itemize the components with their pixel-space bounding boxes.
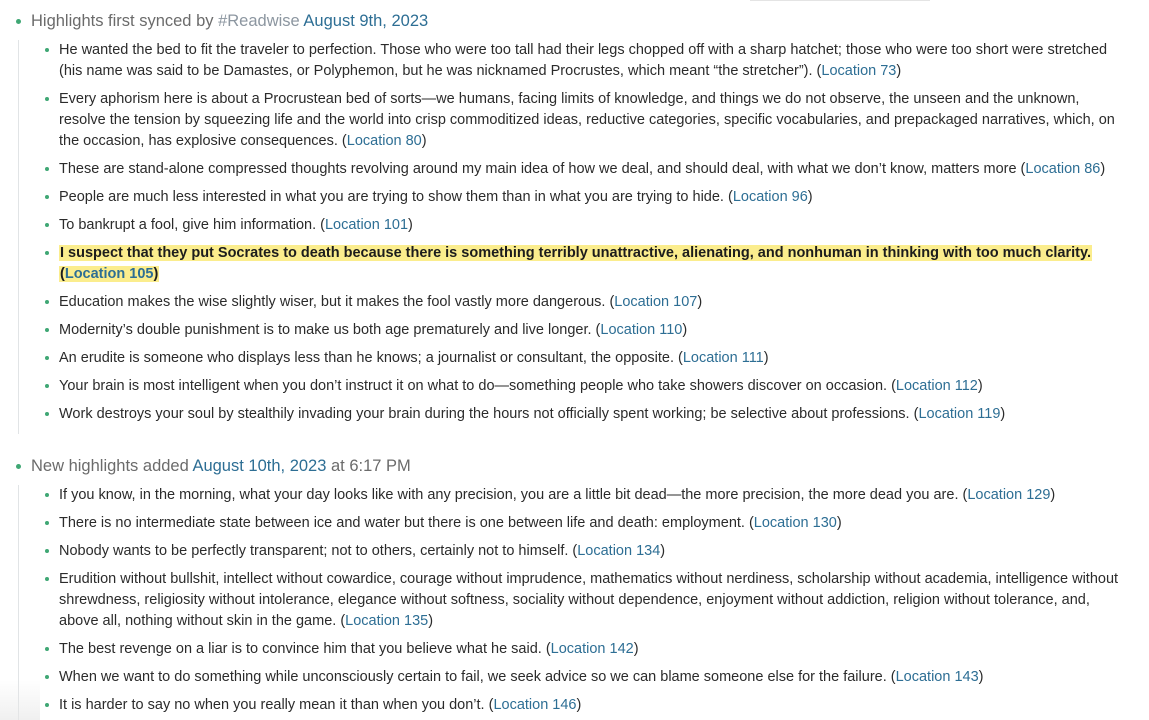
- highlight-text: He wanted the bed to fit the traveler to perfection. Those who were too tall had their legs chopped off with a sharp hatchet; those who were too short were stretched (his name was said to be Damastes, or Polyphemon, but he was nicknamed Procrustes, which meant “the stretcher”). (: [59, 42, 1108, 79]
- location-link[interactable]: Location 107: [614, 294, 698, 310]
- highlight-list: [18, 40, 1130, 434]
- highlight-text: I suspect that they put Socrates to death because there is something terribly unattractive, alienating, and nonhuman in thinking with too much clarity. (: [60, 245, 1092, 282]
- bullet-icon[interactable]: [16, 19, 21, 24]
- close-paren: ): [421, 133, 427, 149]
- bullet-icon[interactable]: [45, 48, 49, 52]
- highlight-text: Education makes the wise slightly wiser, but it makes the fool vastly more dangerous. (: [59, 294, 615, 310]
- highlight-item[interactable]: [59, 89, 1130, 152]
- highlighted-text-mark: [59, 245, 1092, 282]
- bullet-icon[interactable]: [45, 328, 49, 332]
- highlight-item-emphasized[interactable]: [59, 243, 1130, 285]
- close-paren: ): [1100, 161, 1106, 177]
- highlight-text: Modernity’s double punishment is to make us both age prematurely and live longer. (: [59, 322, 601, 338]
- location-link[interactable]: Location 135: [345, 613, 429, 629]
- header-prefix: Highlights first synced by: [31, 12, 219, 30]
- location-link[interactable]: Location 73: [821, 63, 897, 79]
- section-header: [31, 455, 1130, 477]
- highlight-text: There is no intermediate state between ice and water but there is one between life and death: employment. (: [59, 515, 754, 531]
- bullet-icon[interactable]: [45, 195, 49, 199]
- highlight-text: Every aphorism here is about a Procrustean bed of sorts—we humans, facing limits of knowledge, and things we do not observe, the unseen and the unknown, resolve the tension by squeezing life and the world into crisp commoditized ideas, reductive categories, specific vocabularies, and prepackaged narratives, which, on the occasion, has explosive consequences. (: [59, 91, 1115, 149]
- close-paren: ): [153, 266, 159, 282]
- bullet-icon[interactable]: [45, 549, 49, 553]
- highlight-item[interactable]: [59, 292, 1130, 313]
- location-link[interactable]: Location 119: [918, 406, 1001, 422]
- highlight-item[interactable]: [59, 159, 1130, 180]
- bullet-icon[interactable]: [45, 521, 49, 525]
- highlight-text: These are stand-alone compressed thoughts revolving around my main idea of how we deal, and should deal, with what we don’t know, matters more (: [59, 161, 1026, 177]
- highlight-item[interactable]: [59, 320, 1130, 341]
- highlight-text: To bankrupt a fool, give him information. (: [59, 217, 325, 233]
- section-first-synced: [0, 10, 1130, 434]
- highlight-text: Your brain is most intelligent when you don’t instruct it on what to do—something people who take showers discover on occasion. (: [59, 378, 896, 394]
- close-paren: ): [896, 63, 902, 79]
- highlight-text: Nobody wants to be perfectly transparent; not to others, certainly not to himself. (: [59, 543, 578, 559]
- bullet-icon[interactable]: [45, 356, 49, 360]
- location-link[interactable]: Location 105: [64, 266, 154, 282]
- highlight-list: [18, 485, 1130, 720]
- close-paren: ): [682, 322, 688, 338]
- close-paren: ): [763, 350, 769, 366]
- highlight-text: If you know, in the morning, what your day looks like with any precision, you are a little bit dead—the more precision, the more dead you are. (: [59, 487, 968, 503]
- highlight-item[interactable]: [59, 187, 1130, 208]
- location-link[interactable]: Location 110: [600, 322, 683, 338]
- highlight-text: When we want to do something while unconsciously certain to fail, we seek advice so we can blame someone else for the failure. (: [59, 669, 896, 685]
- header-prefix: New highlights added: [31, 457, 193, 475]
- highlight-item[interactable]: [59, 695, 1130, 716]
- location-link[interactable]: Location 112: [895, 378, 978, 394]
- location-link[interactable]: Location 146: [493, 697, 577, 713]
- header-date[interactable]: August 9th, 2023: [303, 12, 429, 30]
- highlight-text: Erudition without bullshit, intellect without cowardice, courage without imprudence, mathematics without nerdiness, scholarship without academia, intelligence without shrewdness, religiosity without intolerance, elegance without softness, sociality without dependence, enjoyment without addiction, religion without tolerance, and, above all, nothing without skin in the game. (: [59, 571, 1119, 629]
- highlight-text: The best revenge on a liar is to convince him that you believe what he said. (: [59, 641, 551, 657]
- location-link[interactable]: Location 130: [753, 515, 837, 531]
- highlight-text: Work destroys your soul by stealthily invading your brain during the hours not officially spent working; be selective about professions. (: [59, 406, 919, 422]
- close-paren: ): [978, 669, 984, 685]
- location-link[interactable]: Location 143: [895, 669, 979, 685]
- highlight-item[interactable]: [59, 376, 1130, 397]
- bullet-icon[interactable]: [45, 97, 49, 101]
- section-header: [31, 10, 1130, 32]
- close-paren: ): [576, 697, 582, 713]
- highlight-item[interactable]: [59, 404, 1130, 425]
- location-link[interactable]: Location 101: [324, 217, 409, 233]
- scroll-fade: [0, 680, 40, 720]
- location-link[interactable]: Location 96: [732, 189, 808, 205]
- highlight-item[interactable]: [59, 541, 1130, 562]
- section-new-highlights: [0, 455, 1130, 720]
- bullet-icon[interactable]: [45, 703, 49, 707]
- close-paren: ): [1000, 406, 1006, 422]
- highlight-item[interactable]: [59, 667, 1130, 688]
- highlight-text: It is harder to say no when you really mean it than when you don’t. (: [59, 697, 494, 713]
- highlight-item[interactable]: [59, 348, 1130, 369]
- close-paren: ): [408, 217, 413, 233]
- close-paren: ): [633, 641, 639, 657]
- bullet-icon[interactable]: [45, 384, 49, 388]
- highlight-item[interactable]: [59, 215, 1130, 236]
- bullet-icon[interactable]: [16, 464, 21, 469]
- header-time: at 6:17 PM: [326, 457, 411, 475]
- highlight-text: People are much less interested in what you are trying to show them than in what you are trying to hide. (: [59, 189, 733, 205]
- bullet-icon[interactable]: [45, 251, 49, 255]
- location-link[interactable]: Location 80: [346, 133, 422, 149]
- location-link[interactable]: Location 86: [1025, 161, 1101, 177]
- highlight-item[interactable]: [59, 485, 1130, 506]
- top-divider: [750, 0, 930, 1]
- close-paren: ): [660, 543, 666, 559]
- close-paren: ): [977, 378, 983, 394]
- location-link[interactable]: Location 142: [550, 641, 634, 657]
- bullet-icon[interactable]: [45, 675, 49, 679]
- close-paren: ): [697, 294, 703, 310]
- bullet-icon[interactable]: [45, 167, 49, 171]
- highlight-item[interactable]: [59, 513, 1130, 534]
- highlight-item[interactable]: [59, 40, 1130, 82]
- location-link[interactable]: Location 111: [682, 350, 764, 366]
- bullet-icon[interactable]: [45, 223, 49, 227]
- close-paren: ): [428, 613, 434, 629]
- header-date[interactable]: August 10th, 2023: [192, 457, 327, 475]
- bullet-icon[interactable]: [45, 412, 49, 416]
- bullet-icon[interactable]: [45, 577, 49, 581]
- close-paren: ): [807, 189, 813, 205]
- highlight-text: An erudite is someone who displays less than he knows; a journalist or consultant, the opposite. (: [59, 350, 683, 366]
- bullet-icon[interactable]: [45, 493, 49, 497]
- bullet-icon[interactable]: [45, 300, 49, 304]
- close-paren: ): [1050, 487, 1056, 503]
- bullet-icon[interactable]: [45, 647, 49, 651]
- highlight-item[interactable]: [59, 639, 1130, 660]
- highlight-item[interactable]: [59, 569, 1130, 632]
- location-link[interactable]: Location 134: [577, 543, 661, 559]
- location-link[interactable]: Location 129: [967, 487, 1051, 503]
- close-paren: ): [836, 515, 842, 531]
- readwise-tag[interactable]: #Readwise: [218, 12, 300, 30]
